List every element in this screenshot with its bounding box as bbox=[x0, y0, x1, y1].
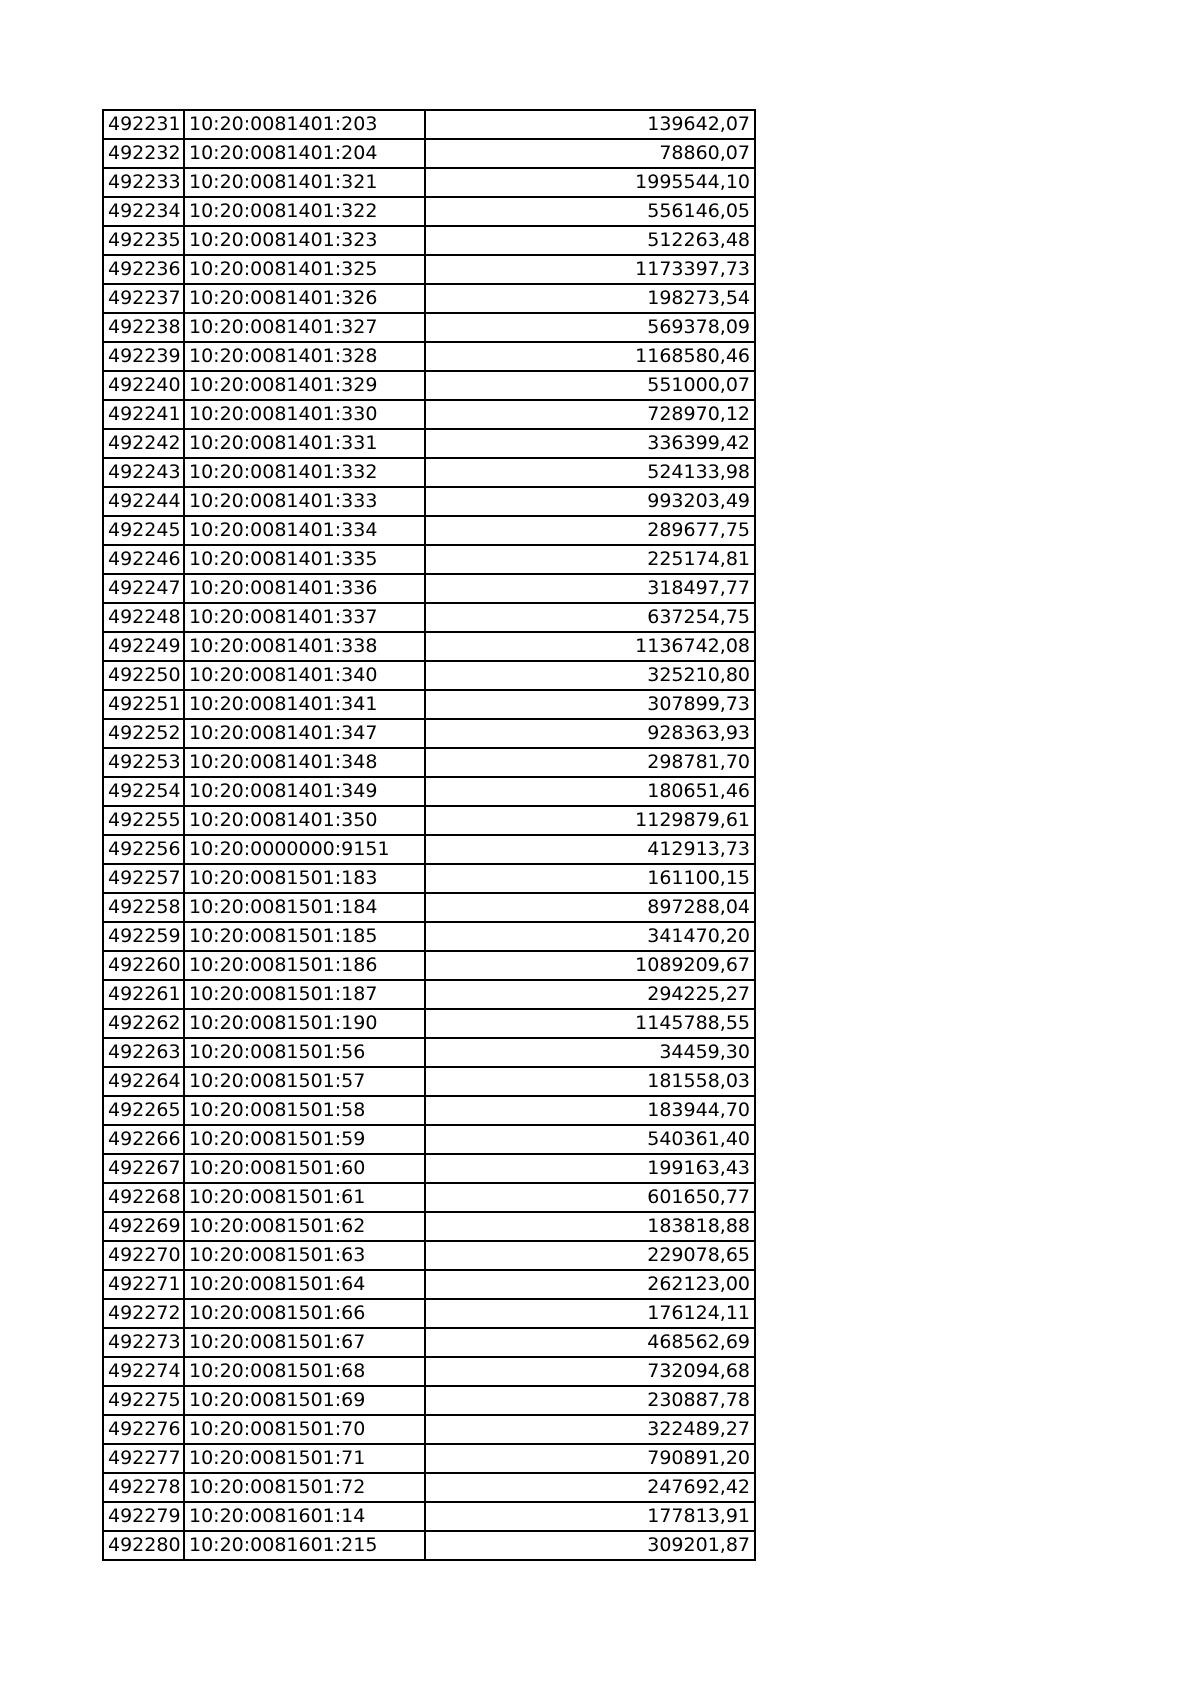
cadastral-number-cell: 10:20:0081501:183 bbox=[184, 864, 425, 893]
cadastral-number-cell: 10:20:0081501:71 bbox=[184, 1444, 425, 1473]
row-number-cell: 492250 bbox=[103, 661, 184, 690]
row-number-cell: 492260 bbox=[103, 951, 184, 980]
cadastral-number-cell: 10:20:0081501:62 bbox=[184, 1212, 425, 1241]
cadastral-value-cell: 1089209,67 bbox=[425, 951, 755, 980]
table-row bbox=[103, 574, 755, 603]
cadastral-number-cell: 10:20:0081501:185 bbox=[184, 922, 425, 951]
cadastral-value-cell: 993203,49 bbox=[425, 487, 755, 516]
table-row bbox=[103, 922, 755, 951]
table-row bbox=[103, 226, 755, 255]
cadastral-value-cell: 556146,05 bbox=[425, 197, 755, 226]
cadastral-number-cell: 10:20:0081401:323 bbox=[184, 226, 425, 255]
row-number-cell: 492243 bbox=[103, 458, 184, 487]
row-number-cell: 492268 bbox=[103, 1183, 184, 1212]
table-row bbox=[103, 980, 755, 1009]
cadastral-value-cell: 161100,15 bbox=[425, 864, 755, 893]
cadastral-value-cell: 289677,75 bbox=[425, 516, 755, 545]
table-row bbox=[103, 603, 755, 632]
row-number-cell: 492258 bbox=[103, 893, 184, 922]
cadastral-number-cell: 10:20:0081401:336 bbox=[184, 574, 425, 603]
cadastral-value-cell: 325210,80 bbox=[425, 661, 755, 690]
row-number-cell: 492232 bbox=[103, 139, 184, 168]
row-number-cell: 492246 bbox=[103, 545, 184, 574]
cadastral-value-cell: 298781,70 bbox=[425, 748, 755, 777]
cadastral-number-cell: 10:20:0081401:327 bbox=[184, 313, 425, 342]
cadastral-value-cell: 732094,68 bbox=[425, 1357, 755, 1386]
row-number-cell: 492271 bbox=[103, 1270, 184, 1299]
row-number-cell: 492272 bbox=[103, 1299, 184, 1328]
cadastral-number-cell: 10:20:0081601:14 bbox=[184, 1502, 425, 1531]
table-row bbox=[103, 1270, 755, 1299]
cadastral-value-cell: 199163,43 bbox=[425, 1154, 755, 1183]
cadastral-number-cell: 10:20:0081501:67 bbox=[184, 1328, 425, 1357]
cadastral-value-cell: 637254,75 bbox=[425, 603, 755, 632]
cadastral-number-cell: 10:20:0081501:56 bbox=[184, 1038, 425, 1067]
table-row bbox=[103, 1183, 755, 1212]
cadastral-value-cell: 198273,54 bbox=[425, 284, 755, 313]
cadastral-value-cell: 229078,65 bbox=[425, 1241, 755, 1270]
cadastral-number-cell: 10:20:0081401:204 bbox=[184, 139, 425, 168]
table-row bbox=[103, 632, 755, 661]
table-row bbox=[103, 313, 755, 342]
cadastral-number-cell: 10:20:0081501:64 bbox=[184, 1270, 425, 1299]
row-number-cell: 492279 bbox=[103, 1502, 184, 1531]
row-number-cell: 492252 bbox=[103, 719, 184, 748]
cadastral-number-cell: 10:20:0081401:338 bbox=[184, 632, 425, 661]
table-row bbox=[103, 487, 755, 516]
table-row bbox=[103, 1154, 755, 1183]
table-row bbox=[103, 1444, 755, 1473]
cadastral-number-cell: 10:20:0081501:70 bbox=[184, 1415, 425, 1444]
cadastral-value-cell: 790891,20 bbox=[425, 1444, 755, 1473]
cadastral-value-cell: 34459,30 bbox=[425, 1038, 755, 1067]
cadastral-number-cell: 10:20:0081401:332 bbox=[184, 458, 425, 487]
cadastral-value-cell: 78860,07 bbox=[425, 139, 755, 168]
table-row bbox=[103, 951, 755, 980]
cadastral-value-cell: 318497,77 bbox=[425, 574, 755, 603]
cadastral-value-cell: 181558,03 bbox=[425, 1067, 755, 1096]
table-row bbox=[103, 342, 755, 371]
row-number-cell: 492277 bbox=[103, 1444, 184, 1473]
table-row bbox=[103, 139, 755, 168]
table-row bbox=[103, 806, 755, 835]
cadastral-value-cell: 1995544,10 bbox=[425, 168, 755, 197]
cadastral-number-cell: 10:20:0081501:69 bbox=[184, 1386, 425, 1415]
cadastral-value-cell: 341470,20 bbox=[425, 922, 755, 951]
row-number-cell: 492263 bbox=[103, 1038, 184, 1067]
cadastral-number-cell: 10:20:0081501:66 bbox=[184, 1299, 425, 1328]
table-row bbox=[103, 1386, 755, 1415]
cadastral-number-cell: 10:20:0081501:187 bbox=[184, 980, 425, 1009]
row-number-cell: 492237 bbox=[103, 284, 184, 313]
row-number-cell: 492266 bbox=[103, 1125, 184, 1154]
row-number-cell: 492240 bbox=[103, 371, 184, 400]
row-number-cell: 492244 bbox=[103, 487, 184, 516]
row-number-cell: 492231 bbox=[103, 110, 184, 139]
cadastral-number-cell: 10:20:0081501:68 bbox=[184, 1357, 425, 1386]
cadastral-value-cell: 309201,87 bbox=[425, 1531, 755, 1560]
cadastral-number-cell: 10:20:0081401:337 bbox=[184, 603, 425, 632]
cadastral-number-cell: 10:20:0081501:184 bbox=[184, 893, 425, 922]
cadastral-number-cell: 10:20:0081401:341 bbox=[184, 690, 425, 719]
cadastral-value-table bbox=[102, 109, 756, 1561]
table-row bbox=[103, 777, 755, 806]
table-row bbox=[103, 1502, 755, 1531]
cadastral-number-cell: 10:20:0081501:72 bbox=[184, 1473, 425, 1502]
table-row bbox=[103, 168, 755, 197]
table-row bbox=[103, 690, 755, 719]
table-row bbox=[103, 1096, 755, 1125]
table-body bbox=[103, 110, 755, 1560]
cadastral-value-cell: 307899,73 bbox=[425, 690, 755, 719]
cadastral-number-cell: 10:20:0081501:61 bbox=[184, 1183, 425, 1212]
cadastral-value-cell: 524133,98 bbox=[425, 458, 755, 487]
cadastral-value-cell: 1168580,46 bbox=[425, 342, 755, 371]
table-row bbox=[103, 1009, 755, 1038]
cadastral-value-cell: 180651,46 bbox=[425, 777, 755, 806]
table-row bbox=[103, 1415, 755, 1444]
row-number-cell: 492259 bbox=[103, 922, 184, 951]
cadastral-number-cell: 10:20:0081501:60 bbox=[184, 1154, 425, 1183]
cadastral-value-cell: 230887,78 bbox=[425, 1386, 755, 1415]
cadastral-value-cell: 294225,27 bbox=[425, 980, 755, 1009]
row-number-cell: 492248 bbox=[103, 603, 184, 632]
cadastral-number-cell: 10:20:0081401:340 bbox=[184, 661, 425, 690]
cadastral-number-cell: 10:20:0081401:334 bbox=[184, 516, 425, 545]
row-number-cell: 492238 bbox=[103, 313, 184, 342]
cadastral-value-cell: 262123,00 bbox=[425, 1270, 755, 1299]
table-row bbox=[103, 1357, 755, 1386]
table-row bbox=[103, 429, 755, 458]
cadastral-number-cell: 10:20:0081401:349 bbox=[184, 777, 425, 806]
table-row bbox=[103, 864, 755, 893]
table-row bbox=[103, 371, 755, 400]
cadastral-value-cell: 1145788,55 bbox=[425, 1009, 755, 1038]
cadastral-number-cell: 10:20:0081401:328 bbox=[184, 342, 425, 371]
row-number-cell: 492273 bbox=[103, 1328, 184, 1357]
row-number-cell: 492267 bbox=[103, 1154, 184, 1183]
cadastral-value-cell: 1129879,61 bbox=[425, 806, 755, 835]
cadastral-value-cell: 1136742,08 bbox=[425, 632, 755, 661]
cadastral-value-cell: 728970,12 bbox=[425, 400, 755, 429]
cadastral-number-cell: 10:20:0081501:58 bbox=[184, 1096, 425, 1125]
table-row bbox=[103, 1067, 755, 1096]
row-number-cell: 492256 bbox=[103, 835, 184, 864]
cadastral-number-cell: 10:20:0000000:9151 bbox=[184, 835, 425, 864]
table-row bbox=[103, 516, 755, 545]
cadastral-value-cell: 540361,40 bbox=[425, 1125, 755, 1154]
cadastral-value-cell: 569378,09 bbox=[425, 313, 755, 342]
table-row bbox=[103, 255, 755, 284]
row-number-cell: 492235 bbox=[103, 226, 184, 255]
table-row bbox=[103, 1125, 755, 1154]
table-row bbox=[103, 458, 755, 487]
cadastral-value-cell: 176124,11 bbox=[425, 1299, 755, 1328]
cadastral-number-cell: 10:20:0081501:59 bbox=[184, 1125, 425, 1154]
cadastral-value-cell: 897288,04 bbox=[425, 893, 755, 922]
cadastral-number-cell: 10:20:0081501:57 bbox=[184, 1067, 425, 1096]
cadastral-number-cell: 10:20:0081401:330 bbox=[184, 400, 425, 429]
row-number-cell: 492253 bbox=[103, 748, 184, 777]
cadastral-number-cell: 10:20:0081401:322 bbox=[184, 197, 425, 226]
row-number-cell: 492274 bbox=[103, 1357, 184, 1386]
table-row bbox=[103, 1241, 755, 1270]
row-number-cell: 492233 bbox=[103, 168, 184, 197]
row-number-cell: 492234 bbox=[103, 197, 184, 226]
table-row bbox=[103, 110, 755, 139]
cadastral-value-cell: 551000,07 bbox=[425, 371, 755, 400]
table-row bbox=[103, 835, 755, 864]
row-number-cell: 492264 bbox=[103, 1067, 184, 1096]
table-row bbox=[103, 284, 755, 313]
row-number-cell: 492257 bbox=[103, 864, 184, 893]
cadastral-number-cell: 10:20:0081401:333 bbox=[184, 487, 425, 516]
cadastral-number-cell: 10:20:0081401:203 bbox=[184, 110, 425, 139]
row-number-cell: 492270 bbox=[103, 1241, 184, 1270]
row-number-cell: 492247 bbox=[103, 574, 184, 603]
table-row bbox=[103, 1531, 755, 1560]
row-number-cell: 492249 bbox=[103, 632, 184, 661]
cadastral-value-cell: 412913,73 bbox=[425, 835, 755, 864]
table-row bbox=[103, 661, 755, 690]
row-number-cell: 492239 bbox=[103, 342, 184, 371]
table-row bbox=[103, 893, 755, 922]
cadastral-value-cell: 139642,07 bbox=[425, 110, 755, 139]
row-number-cell: 492278 bbox=[103, 1473, 184, 1502]
row-number-cell: 492242 bbox=[103, 429, 184, 458]
cadastral-value-cell: 183818,88 bbox=[425, 1212, 755, 1241]
row-number-cell: 492261 bbox=[103, 980, 184, 1009]
table-row bbox=[103, 719, 755, 748]
row-number-cell: 492254 bbox=[103, 777, 184, 806]
row-number-cell: 492269 bbox=[103, 1212, 184, 1241]
cadastral-number-cell: 10:20:0081501:186 bbox=[184, 951, 425, 980]
cadastral-number-cell: 10:20:0081401:329 bbox=[184, 371, 425, 400]
table-row bbox=[103, 1299, 755, 1328]
table-row bbox=[103, 197, 755, 226]
cadastral-number-cell: 10:20:0081401:326 bbox=[184, 284, 425, 313]
cadastral-value-cell: 512263,48 bbox=[425, 226, 755, 255]
row-number-cell: 492280 bbox=[103, 1531, 184, 1560]
table-row bbox=[103, 545, 755, 574]
cadastral-number-cell: 10:20:0081501:63 bbox=[184, 1241, 425, 1270]
cadastral-number-cell: 10:20:0081401:321 bbox=[184, 168, 425, 197]
cadastral-number-cell: 10:20:0081401:350 bbox=[184, 806, 425, 835]
cadastral-value-cell: 468562,69 bbox=[425, 1328, 755, 1357]
table-row bbox=[103, 1328, 755, 1357]
table-row bbox=[103, 748, 755, 777]
cadastral-number-cell: 10:20:0081601:215 bbox=[184, 1531, 425, 1560]
cadastral-number-cell: 10:20:0081401:335 bbox=[184, 545, 425, 574]
table-row bbox=[103, 1212, 755, 1241]
table-row bbox=[103, 1038, 755, 1067]
row-number-cell: 492262 bbox=[103, 1009, 184, 1038]
row-number-cell: 492276 bbox=[103, 1415, 184, 1444]
cadastral-number-cell: 10:20:0081501:190 bbox=[184, 1009, 425, 1038]
row-number-cell: 492236 bbox=[103, 255, 184, 284]
cadastral-value-cell: 247692,42 bbox=[425, 1473, 755, 1502]
row-number-cell: 492251 bbox=[103, 690, 184, 719]
cadastral-value-cell: 322489,27 bbox=[425, 1415, 755, 1444]
cadastral-value-cell: 225174,81 bbox=[425, 545, 755, 574]
table-row bbox=[103, 1473, 755, 1502]
cadastral-number-cell: 10:20:0081401:348 bbox=[184, 748, 425, 777]
cadastral-number-cell: 10:20:0081401:347 bbox=[184, 719, 425, 748]
cadastral-value-cell: 601650,77 bbox=[425, 1183, 755, 1212]
cadastral-value-cell: 336399,42 bbox=[425, 429, 755, 458]
row-number-cell: 492275 bbox=[103, 1386, 184, 1415]
cadastral-number-cell: 10:20:0081401:331 bbox=[184, 429, 425, 458]
row-number-cell: 492255 bbox=[103, 806, 184, 835]
row-number-cell: 492265 bbox=[103, 1096, 184, 1125]
cadastral-value-cell: 928363,93 bbox=[425, 719, 755, 748]
cadastral-value-cell: 1173397,73 bbox=[425, 255, 755, 284]
cadastral-value-cell: 177813,91 bbox=[425, 1502, 755, 1531]
row-number-cell: 492245 bbox=[103, 516, 184, 545]
cadastral-value-cell: 183944,70 bbox=[425, 1096, 755, 1125]
cadastral-number-cell: 10:20:0081401:325 bbox=[184, 255, 425, 284]
row-number-cell: 492241 bbox=[103, 400, 184, 429]
table-row bbox=[103, 400, 755, 429]
